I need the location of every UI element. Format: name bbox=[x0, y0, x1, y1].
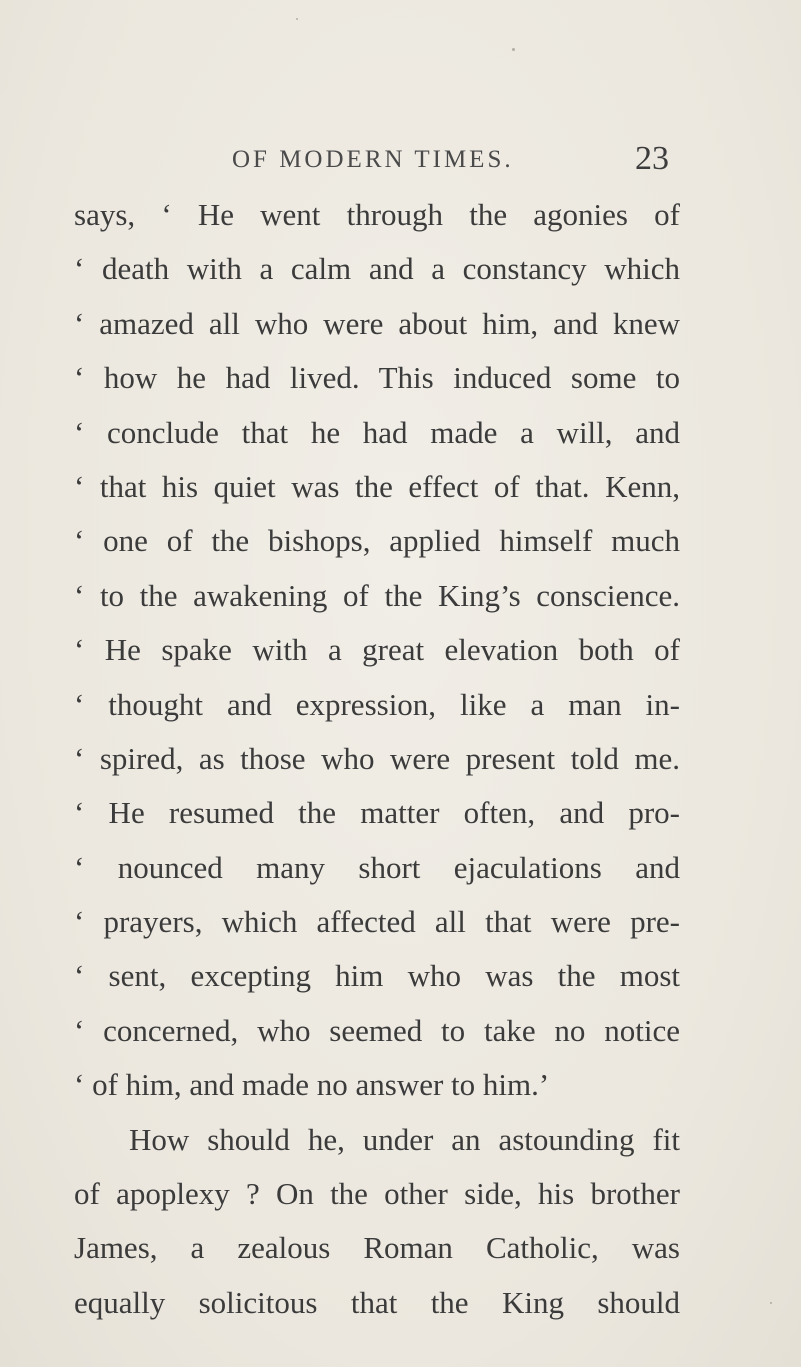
text-line: equally solicitous that the King should bbox=[74, 1284, 680, 1320]
text-line: ‘ He resumed the matter often, and pro- bbox=[74, 795, 680, 831]
paper-speck bbox=[512, 48, 515, 51]
text-line: ‘ one of the bishops, applied himself much bbox=[74, 523, 680, 559]
text-line: ‘ conclude that he had made a will, and bbox=[74, 414, 680, 450]
text-line: ‘ spired, as those who were present told me. bbox=[74, 740, 680, 776]
text-line: of apoplexy ? On the other side, his brother bbox=[74, 1176, 680, 1212]
text-line: ‘ nounced many short ejaculations and bbox=[74, 849, 680, 885]
paper-speck bbox=[296, 18, 298, 20]
text-line: ‘ death with a calm and a constancy which bbox=[74, 251, 680, 287]
text-line: ‘ thought and expression, like a man in- bbox=[74, 686, 680, 722]
text-line: ‘ of him, and made no answer to him.’ bbox=[74, 1067, 550, 1103]
text-line: says, ‘ He went through the agonies of bbox=[74, 197, 680, 232]
paragraph-start-line: How should he, under an astounding fit bbox=[129, 1121, 680, 1157]
running-title: OF MODERN TIMES. bbox=[232, 146, 514, 173]
text-line: ‘ prayers, which affected all that were pre- bbox=[74, 904, 680, 940]
text-line: ‘ to the awakening of the King’s conscience. bbox=[74, 577, 680, 613]
text-line: ‘ amazed all who were about him, and knew bbox=[74, 305, 680, 341]
page-header bbox=[0, 140, 801, 186]
text-line: James, a zealous Roman Catholic, was bbox=[74, 1230, 680, 1266]
paper-speck bbox=[770, 1302, 772, 1304]
body-text bbox=[74, 188, 680, 1330]
text-line: ‘ He spake with a great elevation both of bbox=[74, 632, 680, 668]
text-line: ‘ that his quiet was the effect of that. Kenn, bbox=[74, 468, 680, 504]
text-line: ‘ how he had lived. This induced some to bbox=[74, 360, 680, 396]
page-number: 23 bbox=[635, 140, 669, 177]
text-line: ‘ concerned, who seemed to take no notice bbox=[74, 1012, 680, 1048]
text-line: ‘ sent, excepting him who was the most bbox=[74, 958, 680, 994]
